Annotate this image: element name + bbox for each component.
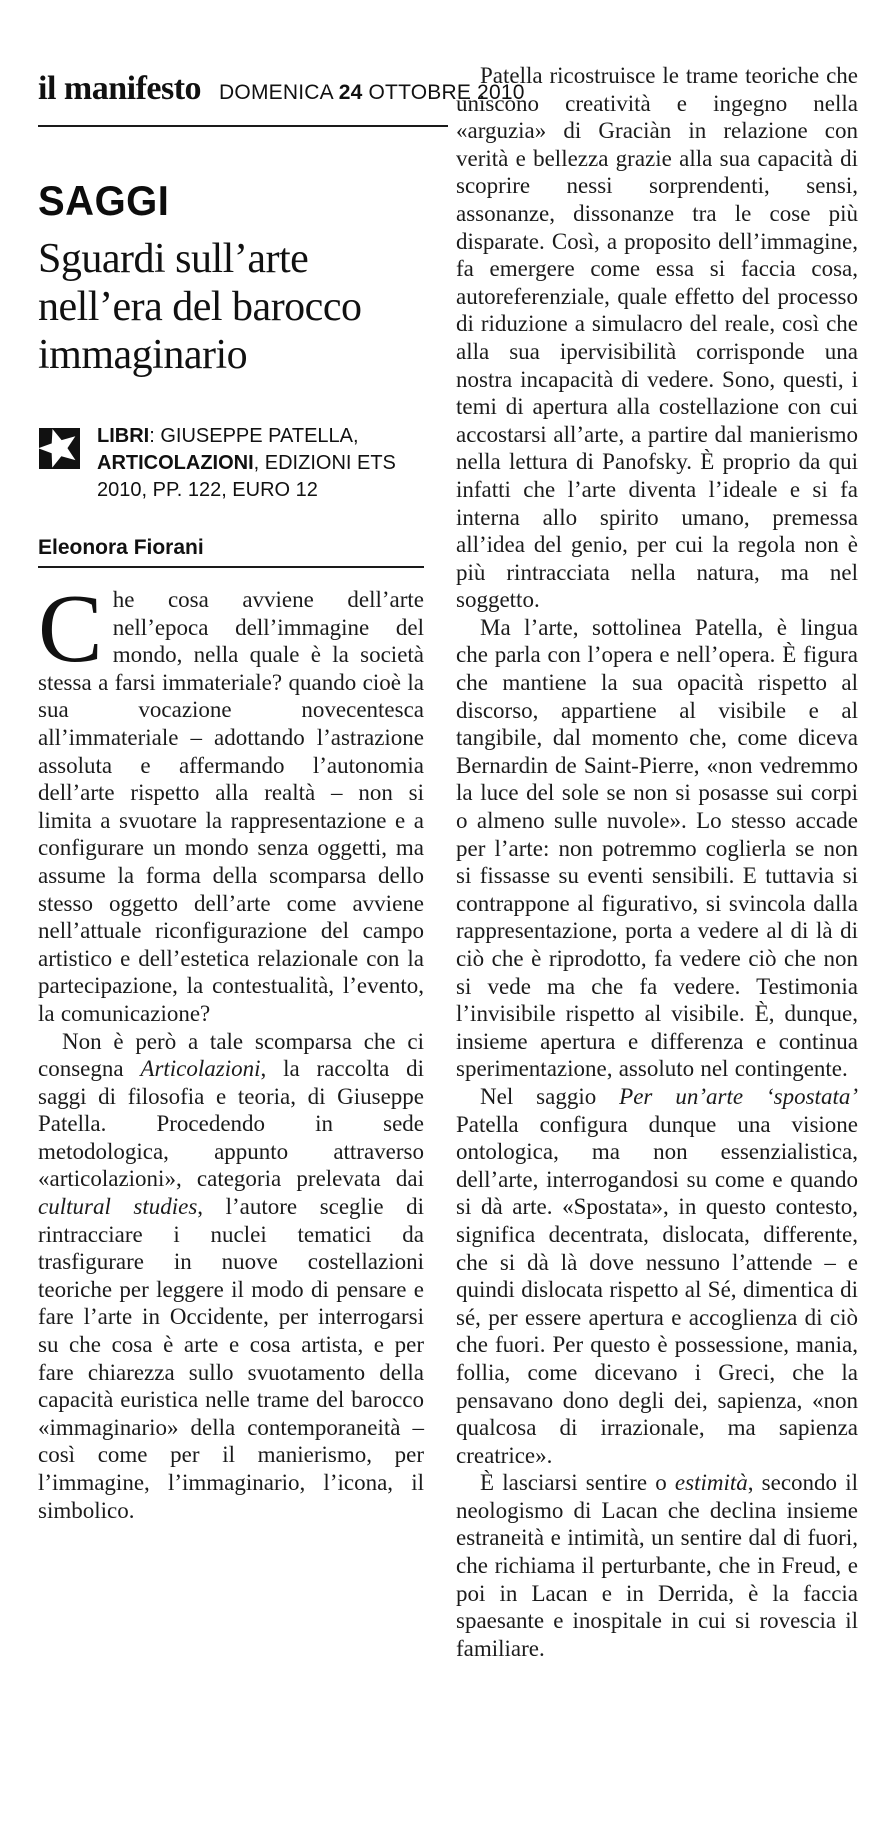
article-paragraph: Patella ricostruisce le trame teoriche che uniscono creatività e ingegno nella «arguzia» di Graciàn in relazione con verità e bellezza grazie alla sua capacità di scoprire nessi sorprendenti, sensi, assonanze, dissonanze tra le cose più disparate. Così, a proposito dell’immagine, fa emergere come essa si faccia cosa, autoreferenziale, quale effetto del processo di riduzione a simulacro del reale, così che alla sua ipervisibilità corrisponde una nostra incapacità di vedere. Sono, questi, i temi di apertura alla costellazione con cui accostarsi all’arte, a partire dal manierismo nella lettura di Panofsky. È proprio da qui infatti che l’arte diventa l’ideale e si fa interna allo spirito umano, premessa all’idea del genio, per cui la regola non è più rintracciata nella natura, ma nel soggetto. <box>456 63 858 613</box>
masthead-logo: il manifesto <box>38 70 202 107</box>
header-divider <box>38 125 448 127</box>
left-column <box>38 156 424 1524</box>
right-column article-body-right <box>456 62 858 1662</box>
star-icon <box>38 423 85 470</box>
section-label: SAGGI <box>38 178 170 225</box>
article-paragraph: Nel saggio Per un’arte ‘spostata’ Patella configura dunque una visione ontologica, ma non essenzialistica, dell’arte, interrogandosi su come e quando si dà arte. «Spostata», in questo contesto, significa decentrata, dislocata, differente, che si dà là dove nessuno l’attende – e quindi dislocata rispetto al Sé, dimentica di sé, per essere apertura e accoglienza di ciò che fuori. Per questo è possessione, mania, follia, come dicevano i Greci, che la pensavano dono degli dei, sapienza, «non qualcosa di irrazionale, ma sapienza creatrice». <box>456 1083 858 1468</box>
article-headline: Sguardi sull’arte nell’era del barocco immaginario <box>38 236 362 378</box>
article-paragraph: Che cosa avviene dell’arte nell’epoca dell’immagine del mondo, nella quale è la società stessa a farsi immateriale? quando cioè la sua vocazione novecentesca all’immateriale – adottando l’astrazione assoluta e affermando l’autonomia dell’arte rispetto alla realtà – non si limita a svuotare la rappresentazione e a configurare un mondo senza oggetti, ma assume la forma della scomparsa dello stesso oggetto dell’arte come avviene nell’attuale riconfigurazione del campo artistico e dell’estetica relazionale con la partecipazione, la contestualità, l’evento, la comunicazione? <box>38 575 424 1026</box>
byline: Eleonora Fiorani <box>38 536 424 568</box>
book-reference-text: LIBRI: GIUSEPPE PATELLA, ARTICOLAZIONI, EDIZIONI ETS 2010, PP. 122, EURO 12 <box>97 425 396 501</box>
article-paragraph: È lasciarsi sentire o estimità, secondo il neologismo di Lacan che declina insieme estraneità e intimità, un sentire dal di fuori, che richiama il perturbante, che in Freud, e poi in Lacan e in Derrida, è la faccia spaesante e inospitale in cui si rovescia il familiare. <box>456 1470 858 1661</box>
book-reference <box>38 423 424 504</box>
article-paragraph: Ma l’arte, sottolinea Patella, è lingua che parla con l’opera e nell’opera. È figura che mantiene la sua opacità rispetto al discorso, appartiene al visibile e al tangibile, dal momento che, come diceva Bernardin de Saint-Pierre, «non vedremmo la luce del sole se non si posasse sui corpi o almeno sulle nuvole». Lo stesso accade per l’arte: non potremmo coglierla se non si fissasse su eventi sensibili. E tuttavia si contrappone al figurativo, si svincola dalla rappresentazione, porta a vedere al di là di ciò che è riprodotto, fa vedere ciò che non si vede ma che fa vedere. Testimonia l’invisibile rispetto al visibile. È, dunque, insieme apertura e differenza e continua sperimentazione, assoluto nel contingente. <box>456 614 858 1082</box>
page-header <box>38 70 525 108</box>
article-body-left <box>38 575 425 1524</box>
article-paragraph: Non è però a tale scomparsa che ci consegna Articolazioni, la raccolta di saggi di filosofia e teoria, di Giuseppe Patella. Procedendo in sede metodologica, appunto attraverso «articolazioni», categoria prelevata dai cultural studies, l’autore sceglie di rintracciare i nuclei tematici da trasfigurare in nuove costellazioni teoriche per leggere il modo di pensare e fare l’arte in Occidente, per interrogarsi su che cosa è arte e cosa artista, e per fare chiarezza sullo svuotamento della capacità euristica nelle trame del barocco «immaginario» della contemporaneità – così come per il manierismo, per l’immagine, l’immaginario, l’icona, il simbolico. <box>38 1028 425 1523</box>
drop-cap: C <box>38 575 103 682</box>
dateline: DOMENICA 24 OTTOBRE 2010 <box>219 81 525 104</box>
